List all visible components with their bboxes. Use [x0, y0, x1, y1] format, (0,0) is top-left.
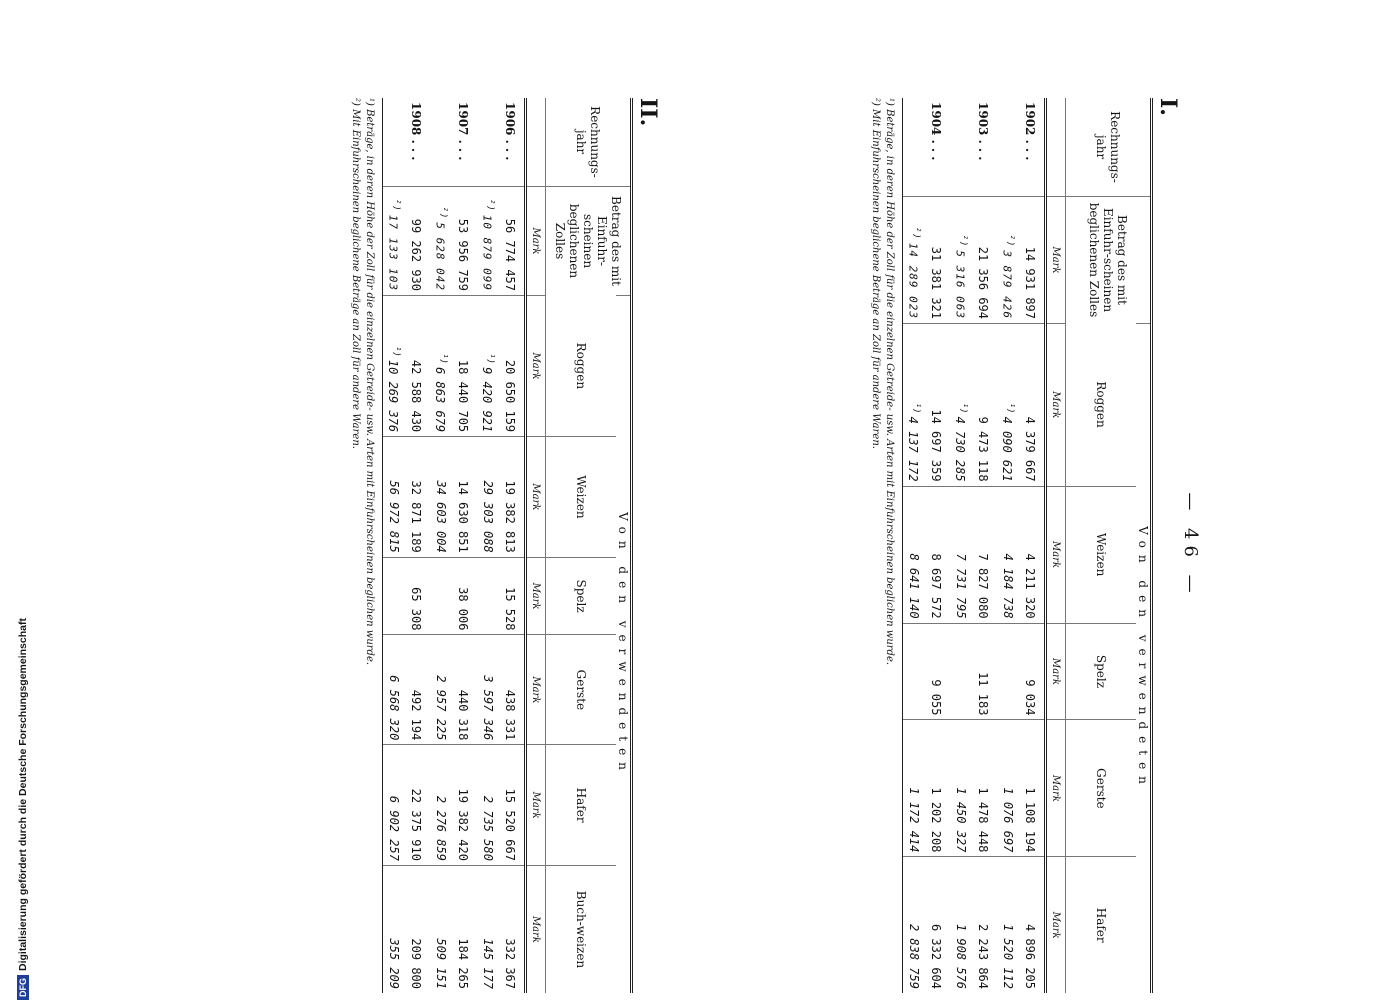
hafer-cell: 2 276 859 [430, 745, 452, 866]
header-hafer: Hafer [1066, 857, 1137, 993]
roggen-cell: $^{^1)}$4 137 172 [903, 324, 926, 487]
table-row [452, 98, 477, 993]
footnote-marker: ²) [485, 198, 496, 212]
buchweizen-cell: 332 367 [499, 865, 526, 993]
roggen-cell: 4 379 667 [1019, 324, 1046, 487]
amount-cell: 31 381 321 [925, 197, 950, 324]
hafer-cell: 2 838 759 [903, 857, 926, 993]
table-row [1019, 98, 1046, 993]
amount-other-goods-cell: $^{^2)}$14 289 023 [903, 197, 926, 324]
digitization-stamp [16, 10, 30, 1000]
section-2 [348, 98, 661, 993]
roggen-cell: $^{^1)}$4 090 621 [997, 324, 1019, 487]
table-row-footnoted [430, 98, 452, 993]
gerste-cell: 1 108 194 [1019, 720, 1046, 857]
amount-other-goods-cell: $^{^2)}$17 133 103 [383, 187, 406, 296]
buchweizen-cell: 509 151 [430, 865, 452, 993]
hafer-cell: 1 908 576 [950, 857, 972, 993]
header-hafer: Hafer [546, 745, 617, 866]
header-amount: Betrag des mit Einfuhr-scheinen beglichenen Zolles [1066, 197, 1152, 324]
footnote-marker: ¹) [438, 353, 449, 365]
amount-cell: 14 931 897 [1019, 197, 1046, 324]
buchweizen-cell: 184 265 [452, 865, 477, 993]
unit-label: Mark [1046, 720, 1066, 857]
weizen-cell: 56 972 815 [383, 437, 406, 558]
footnote-1: ¹) Beträge, in deren Höhe der Zoll für die einzelnen Getreide- usw. Arten mit Einfuhrscheinen beglichen wurde. [364, 98, 375, 666]
table-row [925, 98, 950, 993]
year-cell: 1907 . . . [456, 102, 470, 161]
hafer-cell: 19 382 420 [452, 745, 477, 866]
table-row-footnoted [477, 98, 499, 993]
roggen-cell: 9 473 118 [972, 324, 997, 487]
dfg-logo: DFG [17, 975, 29, 1000]
group-header: Von den verwendeten [616, 296, 632, 994]
amount-other-goods-cell: $^{^2)}$10 879 099 [477, 187, 499, 296]
hafer-cell: 4 896 205 [1019, 857, 1046, 993]
spelz-cell: 9 034 [1019, 623, 1046, 720]
weizen-cell: 8 697 572 [925, 486, 950, 623]
spelz-cell: 9 055 [925, 623, 950, 720]
weizen-cell: 14 630 851 [452, 437, 477, 558]
roggen-cell: 20 650 159 [499, 296, 526, 437]
buchweizen-cell: 209 800 [405, 865, 430, 993]
header-roggen: Roggen [1094, 381, 1108, 428]
weizen-cell: 34 603 004 [430, 437, 452, 558]
table-row-footnoted [903, 98, 926, 993]
footnote-marker: ²) [1005, 234, 1016, 248]
amount-cell: 99 262 930 [405, 187, 430, 296]
unit-label: Mark [1046, 197, 1066, 324]
year-cell: 1903 . . . [976, 102, 990, 161]
amount-cell: 56 774 457 [499, 187, 526, 296]
page-number: — 46 — [1180, 492, 1201, 599]
unit-label: Mark [526, 437, 546, 558]
buchweizen-cell: 355 209 [383, 865, 406, 993]
amount-other-goods-cell: $^{^2)}$5 316 063 [950, 197, 972, 324]
unit-label: Mark [1046, 857, 1066, 993]
spelz-cell: 38 006 [452, 557, 477, 635]
year-cell: 1902 . . . [1023, 102, 1037, 161]
weizen-cell: 4 211 320 [1019, 486, 1046, 623]
section-2-table [382, 98, 633, 993]
roggen-cell: $^{^1)}$6 863 679 [430, 296, 452, 437]
spelz-cell [950, 623, 972, 720]
spelz-cell [383, 557, 406, 635]
header-gerste: Gerste [1066, 720, 1137, 857]
hafer-cell: 6 902 257 [383, 745, 406, 866]
unit-label: Mark [1046, 623, 1066, 720]
hafer-cell: 2 735 580 [477, 745, 499, 866]
header-spelz: Spelz [546, 557, 617, 635]
footnote-marker: ²) [391, 198, 402, 212]
year-cell: 1904 . . . [929, 102, 943, 161]
gerste-cell: 6 568 320 [383, 635, 406, 745]
table-row-footnoted [950, 98, 972, 993]
spelz-cell [997, 623, 1019, 720]
hafer-cell: 15 520 667 [499, 745, 526, 866]
weizen-cell: 29 303 088 [477, 437, 499, 558]
weizen-cell: 8 641 140 [903, 486, 926, 623]
spelz-cell [430, 557, 452, 635]
rotated-page [141, 98, 1221, 993]
weizen-cell: 7 731 795 [950, 486, 972, 623]
gerste-cell: 492 194 [405, 635, 430, 745]
spelz-cell: 11 183 [972, 623, 997, 720]
table-row [405, 98, 430, 993]
footnote-marker: ¹) [911, 402, 922, 414]
header-gerste: Gerste [546, 635, 617, 745]
spelz-cell [477, 557, 499, 635]
table-row-footnoted [997, 98, 1019, 993]
amount-other-goods-cell: $^{^2)}$3 879 426 [997, 197, 1019, 324]
spelz-cell: 15 528 [499, 557, 526, 635]
footnotes [868, 98, 896, 993]
amount-cell: 53 956 759 [452, 187, 477, 296]
stamp-text: Digitalisierung gefördert durch die Deutsche Forschungsgemeinschaft [17, 618, 29, 971]
header-weizen: Weizen [546, 437, 617, 558]
header-spelz: Spelz [1066, 623, 1137, 720]
hafer-cell: 2 243 864 [972, 857, 997, 993]
hafer-cell: 6 332 604 [925, 857, 950, 993]
header-amount: Betrag des mit Einfuhr-scheinen beglichenen Zolles [546, 187, 632, 296]
hafer-cell: 1 520 112 [997, 857, 1019, 993]
gerste-cell: 438 331 [499, 635, 526, 745]
roggen-cell: $^{^1)}$9 420 921 [477, 296, 499, 437]
unit-label: Mark [1046, 324, 1066, 487]
unit-label: Mark [526, 865, 546, 993]
roggen-cell: $^{^1)}$4 730 285 [950, 324, 972, 487]
roggen-cell: 42 588 430 [405, 296, 430, 437]
header-year: Rechnungs-jahr [1066, 98, 1152, 197]
gerste-cell: 1 172 414 [903, 720, 926, 857]
weizen-cell: 19 382 813 [499, 437, 526, 558]
gerste-cell: 1 202 208 [925, 720, 950, 857]
footnote-2: ²) Mit Einfuhrscheinen beglichene Beträge an Zoll für andere Waren. [870, 98, 881, 449]
table-row [972, 98, 997, 993]
roggen-cell: 14 697 359 [925, 324, 950, 487]
header-weizen: Weizen [1066, 486, 1137, 623]
spelz-cell [903, 623, 926, 720]
buchweizen-cell: 145 177 [477, 865, 499, 993]
weizen-cell: 32 871 189 [405, 437, 430, 558]
roggen-cell: 18 440 705 [452, 296, 477, 437]
footnote-marker: ¹) [391, 346, 402, 357]
spelz-cell: 65 308 [405, 557, 430, 635]
header-year: Rechnungs-jahr [546, 98, 632, 187]
footnote-2: ²) Mit Einfuhrscheinen beglichene Beträge an Zoll für andere Waren. [350, 98, 361, 449]
weizen-cell: 7 827 080 [972, 486, 997, 623]
footnote-marker: ¹) [1005, 402, 1016, 414]
amount-other-goods-cell: $^{^2)}$5 628 042 [430, 187, 452, 296]
hafer-cell: 22 375 910 [405, 745, 430, 866]
table-row-footnoted [383, 98, 406, 993]
unit-label: Mark [1046, 486, 1066, 623]
unit-label: Mark [526, 745, 546, 866]
header-buchweizen: Buch-weizen [546, 865, 617, 993]
footnote-marker: ²) [438, 206, 449, 220]
footnotes [348, 98, 376, 993]
footnote-marker: ¹) [958, 402, 969, 414]
roggen-cell: $^{^1)}$10 269 376 [383, 296, 406, 437]
gerste-cell: 1 450 327 [950, 720, 972, 857]
gerste-cell: 1 478 448 [972, 720, 997, 857]
footnote-marker: ²) [958, 234, 969, 248]
group-header: Von den verwendeten [1136, 324, 1152, 994]
unit-label: Mark [526, 296, 546, 437]
unit-label: Mark [526, 557, 546, 635]
gerste-cell: 3 597 346 [477, 635, 499, 745]
table-row [499, 98, 526, 993]
unit-label: Mark [526, 187, 546, 296]
section-2-title: II. [635, 98, 661, 127]
gerste-cell: 2 957 225 [430, 635, 452, 745]
section-1-title: I. [1155, 98, 1181, 116]
footnote-marker: ¹) [485, 353, 496, 365]
year-cell: 1906 . . . [503, 102, 517, 161]
header-roggen: Roggen [574, 342, 588, 390]
section-1-table [902, 98, 1153, 993]
amount-cell: 21 356 694 [972, 197, 997, 324]
gerste-cell: 1 076 697 [997, 720, 1019, 857]
unit-label: Mark [526, 635, 546, 745]
section-1 [868, 98, 1181, 993]
weizen-cell: 4 184 738 [997, 486, 1019, 623]
gerste-cell: 440 318 [452, 635, 477, 745]
footnote-marker: ²) [911, 226, 922, 240]
year-cell: 1908 . . . [409, 102, 423, 161]
footnote-1: ¹) Beträge, in deren Höhe der Zoll für die einzelnen Getreide- usw. Arten mit Einfuhrscheinen beglichen wurde. [884, 98, 895, 666]
